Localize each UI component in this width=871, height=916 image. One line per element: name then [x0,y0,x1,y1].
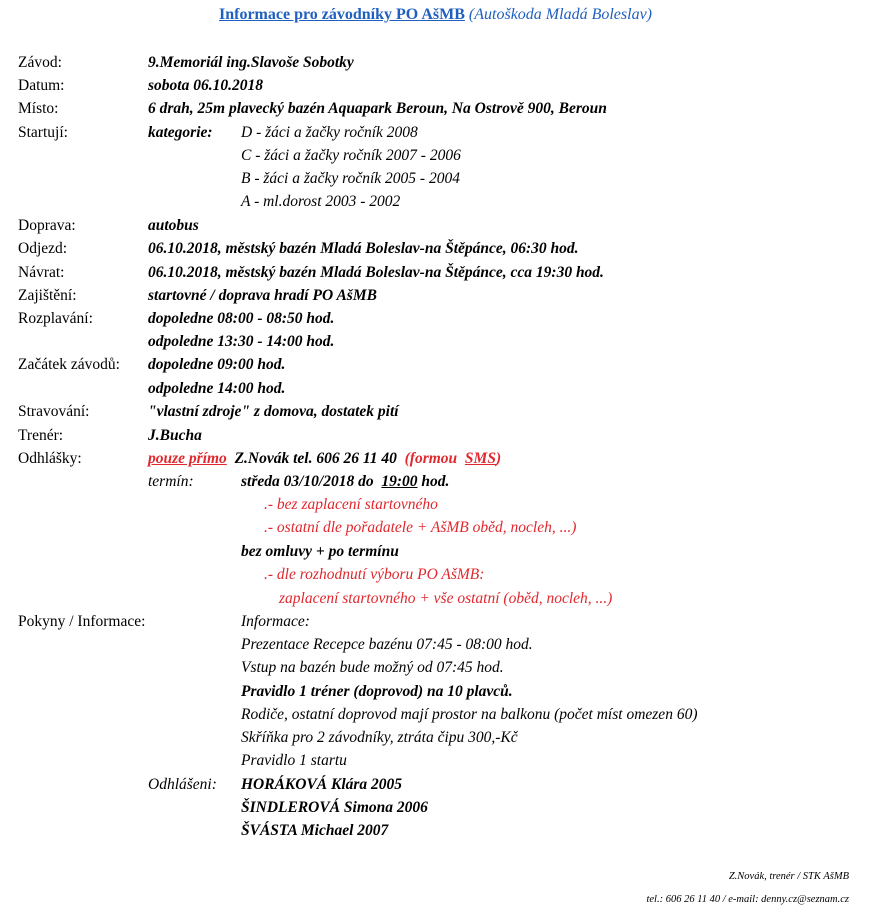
label-kategorie: kategorie: [148,124,213,141]
label-misto: Místo: [18,100,59,117]
label-odhlasky: Odhlášky: [18,450,82,467]
label-trener: Trenér: [18,427,64,444]
footer-contact: tel.: 606 26 11 40 / e-mail: denny.cz@seznam.cz [646,894,849,905]
odhlasky-contact: Z.Novák tel. 606 26 11 40 [234,450,397,467]
category-item: B - žáci a žačky ročník 2005 - 2004 [241,170,460,187]
pokyny-line: Informace: [241,613,310,630]
value-misto: 6 drah, 25m plavecký bazén Aquapark Beroun, Na Ostrově 900, Beroun [148,100,607,117]
note-bez-zaplaceni: .- bez zaplacení startovného [264,496,438,513]
category-item: D - žáci a žačky ročník 2008 [241,124,418,141]
bez-omluvy: bez omluvy + po termínu [241,543,399,560]
label-odjezd: Odjezd: [18,240,68,257]
label-odhlaseni: Odhlášeni: [148,776,217,793]
pokyny-line: Pravidlo 1 startu [241,752,347,769]
label-datum: Datum: [18,77,65,94]
label-zacatek: Začátek závodů: [18,356,120,373]
label-startuji: Startují: [18,124,68,141]
label-doprava: Doprava: [18,217,76,234]
value-doprava: autobus [148,217,199,234]
pokyny-line: Rodiče, ostatní doprovod mají prostor na balkonu (počet míst omezen 60) [241,706,698,723]
note-ostatni: .- ostatní dle pořadatele + AšMB oběd, nocleh, ...) [264,519,577,536]
termin-hod: hod. [421,473,450,490]
pokyny-line: Vstup na bazén bude možný od 07:45 hod. [241,659,504,676]
value-stravovani: "vlastní zdroje" z domova, dostatek pití [148,403,399,420]
value-zacatek-pm: odpoledne 14:00 hod. [148,380,286,397]
odhlasky-pouze: pouze přímo [148,450,227,467]
document-title [0,6,871,24]
value-zajisteni: startovné / doprava hradí PO AšMB [148,287,377,304]
footer-signature: Z.Novák, trenér / STK AšMB [728,871,849,882]
category-item: C - žáci a žačky ročník 2007 - 2006 [241,147,461,164]
label-termin: termín: [148,473,194,490]
title-subtitle: (Autoškoda Mladá Boleslav) [468,6,652,23]
label-stravovani: Stravování: [18,403,90,420]
label-navrat: Návrat: [18,264,65,281]
odhlasky-formou: (formou [404,450,458,467]
value-trener: J.Bucha [148,427,202,444]
termin-text: středa 03/10/2018 do [241,473,374,490]
label-zajisteni: Zajištění: [18,287,77,304]
label-pokyny: Pokyny / Informace: [18,613,146,630]
odhlaseni-name: ŠVÁSTA Michael 2007 [241,822,389,839]
pokyny-line: Prezentace Recepce bazénu 07:45 - 08:00 hod. [241,636,533,653]
value-odjezd: 06.10.2018, městský bazén Mladá Boleslav-na Štěpánce, 06:30 hod. [148,240,579,257]
value-rozplavani-am: dopoledne 08:00 - 08:50 hod. [148,310,335,327]
value-datum: sobota 06.10.2018 [148,77,263,94]
value-rozplavani-pm: odpoledne 13:30 - 14:00 hod. [148,333,335,350]
title-main: Informace pro závodníky PO AšMB [218,6,465,23]
value-navrat: 06.10.2018, městský bazén Mladá Boleslav-na Štěpánce, cca 19:30 hod. [148,264,604,281]
value-zavod: 9.Memoriál ing.Slavoše Sobotky [148,54,354,71]
category-item: A - ml.dorost 2003 - 2002 [241,193,401,210]
odhlaseni-name: ŠINDLEROVÁ Simona 2006 [241,799,428,816]
termin-line [241,473,449,491]
value-zacatek-am: dopoledne 09:00 hod. [148,356,286,373]
odhlasky-sms: SMS [464,450,496,467]
pokyny-line: Skříňka pro 2 závodníky, ztráta čipu 300,-Kč [241,729,518,746]
note-zaplaceni: zaplacení startovného + vše ostatní (oběd, nocleh, ...) [279,590,613,607]
odhlasky-line [148,450,501,468]
odhlasky-close-paren: ) [495,450,502,467]
label-rozplavani: Rozplavání: [18,310,93,327]
pokyny-line: Pravidlo 1 tréner (doprovod) na 10 plavců. [241,683,513,700]
termin-time: 19:00 [381,473,418,490]
note-rozhodnuti: .- dle rozhodnutí výboru PO AšMB: [264,566,485,583]
odhlaseni-name: HORÁKOVÁ Klára 2005 [241,776,403,793]
label-zavod: Závod: [18,54,62,71]
